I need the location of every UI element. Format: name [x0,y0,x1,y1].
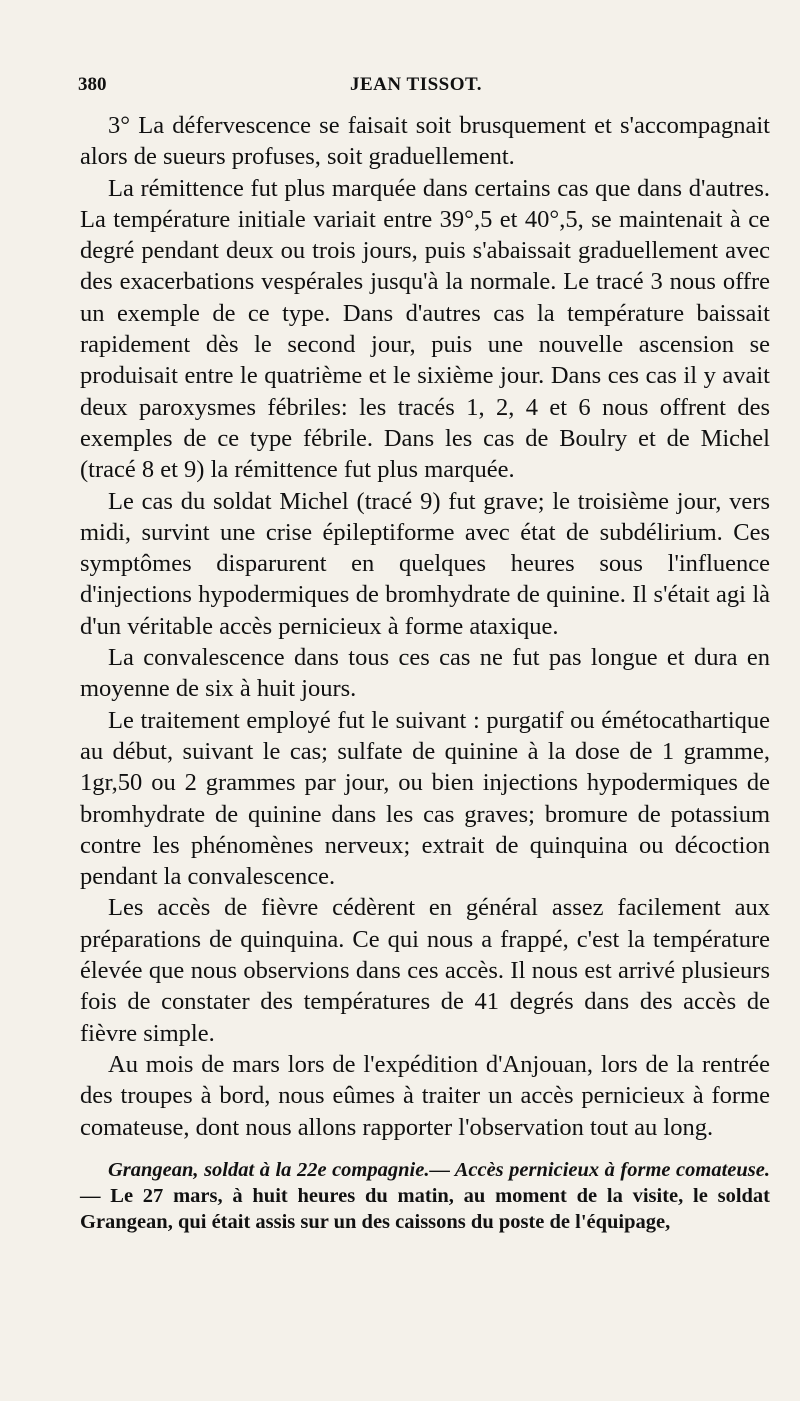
paragraph-michel-case: Le cas du soldat Michel (tracé 9) fut grave; le troisième jour, vers midi, survint une crise épileptiforme avec état de subdélirium. Ces symptômes disparurent en quelques heures sous l'influence d'injections hypodermiques de bromhydrate de quinine. Il s'était agi là d'un véritable accès pernicieux à forme ataxique. [80,487,770,640]
paragraph-defervescence: 3° La défervescence se faisait soit brusquement et s'accompagnait alors de sueurs profuses, soit graduellement. [80,112,770,171]
running-title: JEAN TISSOT. [350,74,483,95]
page-body [80,110,770,1235]
observation-note [80,1157,770,1235]
paragraph-treatment: Le traitement employé fut le suivant : purgatif ou émétocathartique au début, suivant le cas; sulfate de quinine à la dose de 1 gramme, 1gr,50 ou 2 grammes par jour, ou bien injections hypodermiques de bromhydrate de quinine dans les cas graves; bromure de potassium contre les phénomènes nerveux; extrait de quinquina ou décoction pendant la convalescence. [80,706,770,891]
paragraph-convalescence: La convalescence dans tous ces cas ne fut pas longue et dura en moyenne de six à huit jours. [80,644,770,703]
observation-text: — Le 27 mars, à huit heures du matin, au moment de la visite, le soldat Grangean, qui était assis sur un des caissons du poste de l'équipage, [80,1184,770,1233]
observation-title: Grangean, soldat à la 22e compagnie.— Accès pernicieux à forme comateuse. [108,1158,770,1181]
paragraph-remittence: La rémittence fut plus marquée dans certains cas que dans d'autres. La température initiale variait entre 39°,5 et 40°,5, se maintenait à ce degré pendant deux ou trois jours, puis s'abaissait graduellement avec des exacerbations vespérales jusqu'à la normale. Le tracé 3 nous offre un exemple de ce type. Dans d'autres cas la température baissait rapidement dès le second jour, puis une nouvelle ascension se produisait entre le quatrième et le sixième jour. Dans ces cas il y avait deux paroxysmes fébriles: les tracés 1, 2, 4 et 6 nous offrent des exemples de ce type fébrile. Dans les cas de Boulry et de Michel (tracé 8 et 9) la rémittence fut plus marquée. [80,174,770,484]
running-header [78,74,744,96]
paragraph-fever-access: Les accès de fièvre cédèrent en général assez facilement aux préparations de quinquina. Ce qui nous a frappé, c'est la température élevée que nous observions dans ces accès. Il nous est arrivé plusieurs fois de constater des températures de 41 degrés dans des accès de fièvre simple. [80,894,770,1047]
paragraph-anjouan: Au mois de mars lors de l'expédition d'Anjouan, lors de la rentrée des troupes à bord, nous eûmes à traiter un accès pernicieux à forme comateuse, dont nous allons rapporter l'observation tout au long. [80,1050,770,1141]
page-number: 380 [78,74,107,95]
